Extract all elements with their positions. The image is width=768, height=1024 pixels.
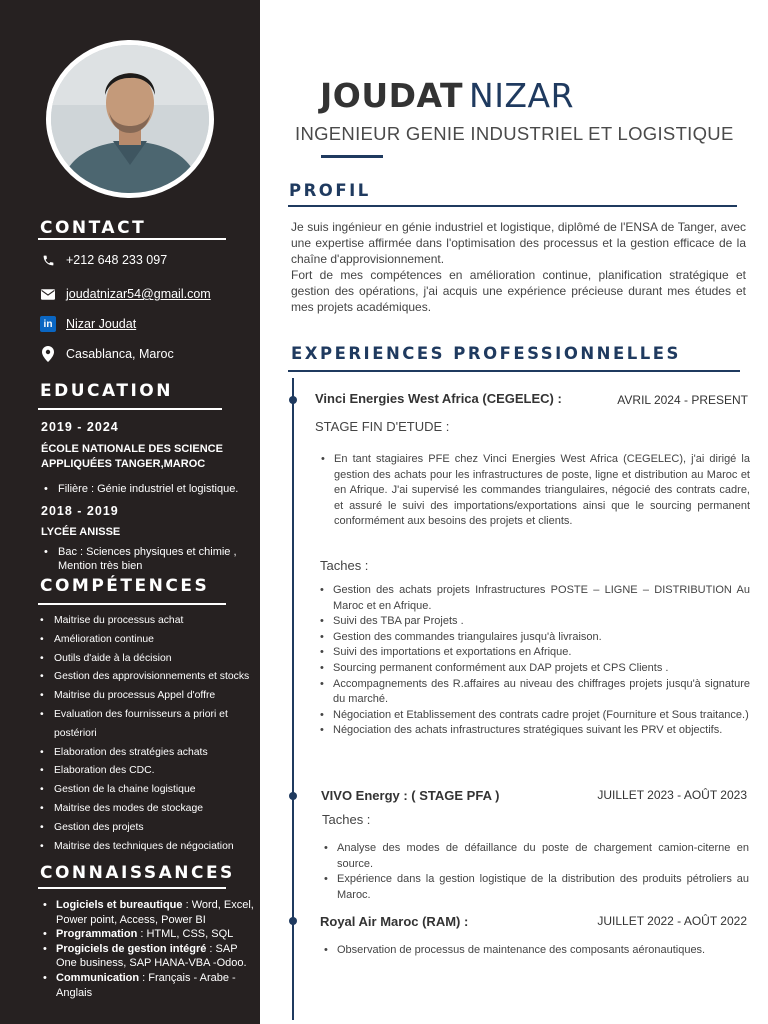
list-item: • Gestion des commandes triangulaires jusqu'à livraison.: [315, 630, 750, 646]
skills-divider: [38, 603, 226, 605]
location-pin-icon: [40, 346, 56, 362]
education-details: [44, 482, 254, 496]
list-item: • Elaboration des CDC.: [38, 762, 260, 781]
list-item: • Sourcing permanent conformément aux DAP projets et CPS Clients .: [315, 661, 750, 677]
job-date: JUILLET 2022 - AOÛT 2022: [597, 914, 747, 928]
skills-heading: COMPÉTENCES: [40, 576, 210, 596]
list-item: • Elaboration des stratégies achats: [38, 744, 260, 763]
timeline-dot: [289, 917, 297, 925]
list-item: • Gestion des approvisionnements et stocks: [38, 668, 260, 687]
experience-divider: [288, 370, 740, 372]
knowledge-heading: CONNAISSANCES: [40, 863, 235, 883]
contact-heading: CONTACT: [40, 218, 147, 238]
education-years: 2018 - 2019: [41, 504, 119, 518]
email-link[interactable]: joudatnizar54@gmail.com: [66, 287, 211, 301]
job-company: Royal Air Maroc (RAM) :: [320, 914, 469, 929]
list-item: • Progiciels de gestion intégré : SAP One business, SAP HANA-VBA -Odoo.: [40, 942, 258, 971]
list-item: • Evaluation des fournisseurs a priori et postériori: [38, 706, 260, 744]
profile-paragraph: Fort de mes compétences en amélioration continue, planification stratégique et gestion des opérations, j'ai acquis une expérience précieuse durant mes études et mes projets académiques.: [291, 268, 746, 315]
list-item: • Suivi des importations et exportations en Afrique.: [315, 645, 750, 661]
phone-number: +212 648 233 097: [66, 253, 168, 267]
list-item: • Gestion des projets: [38, 819, 260, 838]
list-item: • Gestion des achats projets Infrastructures POSTE – LIGNE – DISTRIBUTION Au Maroc et en Afrique.: [315, 583, 750, 614]
education-school: LYCÉE ANISSE: [41, 526, 121, 538]
list-item: • Outils d'aide à la décision: [38, 650, 260, 669]
contact-location: [40, 345, 174, 363]
location-text: Casablanca, Maroc: [66, 347, 174, 361]
job-title: INGENIEUR GENIE INDUSTRIEL ET LOGISTIQUE: [295, 123, 734, 144]
job-date: AVRIL 2024 - PRESENT: [617, 393, 748, 407]
job-subtitle: STAGE FIN D'ETUDE :: [315, 419, 450, 434]
candidate-name: [320, 76, 574, 116]
job-tasks: [319, 841, 749, 903]
knowledge-list: [40, 898, 258, 1000]
job-date: JUILLET 2023 - AOÛT 2023: [597, 788, 747, 802]
profile-paragraph: Je suis ingénieur en génie industriel et logistique, diplômé de l'ENSA de Tanger, avec une expertise affirmée dans l'optimisation des processus et la gestion efficace de la chaîne d'approvisionnement.: [291, 220, 746, 267]
profile-photo: [51, 45, 209, 193]
education-details: [44, 545, 254, 573]
list-item: • Observation de processus de maintenance des composants aéronautiques.: [319, 943, 749, 959]
linkedin-icon: in: [40, 316, 56, 332]
contact-phone: [40, 251, 167, 269]
timeline-dot: [289, 396, 297, 404]
education-years: 2019 - 2024: [41, 420, 119, 434]
list-item: • Logiciels et bureautique : Word, Excel, Power point, Access, Power BI: [40, 898, 258, 927]
list-item: • Filière : Génie industriel et logistique.: [44, 482, 254, 496]
contact-email: [40, 285, 211, 303]
list-item: • Maitrise du processus achat: [38, 612, 260, 631]
list-item: • Bac : Sciences physiques et chimie , Mention très bien: [44, 545, 254, 573]
contact-divider: [38, 238, 226, 240]
list-item: • Accompagnements des R.affaires au niveau des chiffrages projets jusqu'à signature du marché.: [315, 677, 750, 708]
education-school: ÉCOLE NATIONALE DES SCIENCE APPLIQUÉES TANGER,MAROC: [41, 443, 223, 470]
linkedin-link[interactable]: Nizar Joudat: [66, 317, 137, 331]
title-underline: [321, 155, 383, 158]
list-item: • Négociation des achats infrastructures stratégiques suivant les PRV et objectifs.: [315, 723, 750, 739]
job-company: Vinci Energies West Africa (CEGELEC) :: [315, 391, 562, 406]
first-name: JOUDAT: [320, 76, 464, 115]
timeline-dot: [289, 792, 297, 800]
profile-heading: PROFIL: [289, 181, 371, 200]
list-item: • Négociation et Etablissement des contrats cadre projet (Fourniture et Sous traitance.): [315, 708, 750, 724]
list-item: • Amélioration continue: [38, 631, 260, 650]
last-name: NIZAR: [469, 76, 575, 115]
list-item: • Programmation : HTML, CSS, SQL: [40, 927, 258, 942]
education-divider: [38, 408, 222, 410]
list-item: • Suivi des TBA par Projets .: [315, 614, 750, 630]
sidebar: [0, 0, 260, 1024]
list-item: • Maitrise des modes de stockage: [38, 800, 260, 819]
list-item: • En tant stagiaires PFE chez Vinci Energies West Africa (CEGELEC), j'ai dirigé la gestion des achats pour les infrastructures de poste, ligne et distribution au Maroc et en Afrique. J'ai supervisé les commandes triangulaires, négocié des contrats cadre, et assuré le suivi des importations/exportations ainsi que le sourcing permanent conformément aux besoins des projets et clients.: [316, 452, 750, 530]
list-item: • Analyse des modes de défaillance du poste de chargement camion-citerne en source.: [319, 841, 749, 872]
job-tasks: [315, 583, 750, 739]
experience-heading: EXPERIENCES PROFESSIONNELLES: [291, 344, 681, 363]
contact-linkedin: [40, 315, 136, 333]
tasks-label: Taches :: [322, 812, 371, 827]
list-item: • Communication : Français - Arabe - Anglais: [40, 971, 258, 1000]
job-summary: [316, 452, 750, 530]
skills-list: [38, 612, 260, 856]
job-tasks: [319, 943, 749, 959]
profile-photo-frame: [46, 40, 214, 198]
tasks-label: Taches :: [320, 558, 369, 573]
job-company: VIVO Energy : ( STAGE PFA ): [321, 788, 500, 803]
knowledge-divider: [38, 887, 226, 889]
list-item: • Gestion de la chaine logistique: [38, 781, 260, 800]
phone-icon: [40, 252, 56, 268]
list-item: • Expérience dans la gestion logistique de la distribution des produits pétroliers au Maroc.: [319, 872, 749, 903]
education-heading: EDUCATION: [40, 381, 173, 401]
mail-icon: [40, 286, 56, 302]
list-item: • Maitrise du processus Appel d'offre: [38, 687, 260, 706]
profile-divider: [288, 205, 737, 207]
list-item: • Maitrise des techniques de négociation: [38, 838, 260, 857]
